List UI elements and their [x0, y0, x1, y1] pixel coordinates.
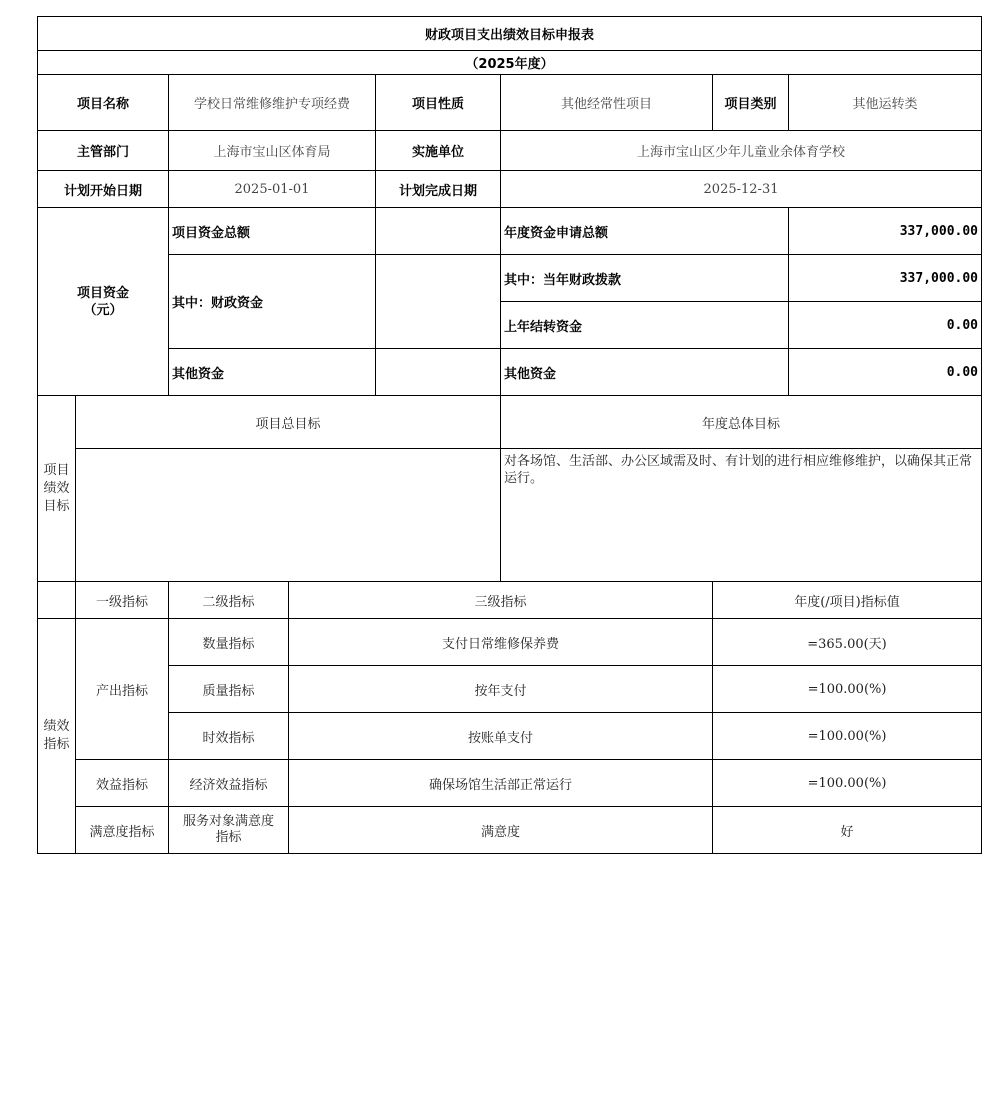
other-funds-value [376, 349, 501, 396]
fiscal-funds-value [376, 255, 501, 349]
current-year-fiscal-value: 337,000.00 [789, 255, 982, 302]
level3-cell: 满意度 [289, 807, 713, 854]
level2-cell: 质量指标 [169, 666, 289, 713]
project-overall-goal-text [76, 449, 501, 582]
start-date-label: 计划开始日期 [38, 171, 169, 208]
indicator-value-cell: =100.00(%) [713, 760, 982, 807]
level3-cell: 支付日常维修保养费 [289, 619, 713, 666]
indicator-header-blank [38, 582, 76, 619]
carryover-value: 0.00 [789, 302, 982, 349]
project-nature-label: 项目性质 [376, 75, 501, 131]
annual-overall-goal-text: 对各场馆、生活部、办公区域需及时、有计划的进行相应维修维护，以确保其正常运行。 [501, 449, 982, 582]
annual-total-value: 337,000.00 [789, 208, 982, 255]
project-nature-value: 其他经常性项目 [501, 75, 713, 131]
other-funds-label: 其他资金 [169, 349, 376, 396]
indicator-row [38, 713, 982, 760]
project-name-label: 项目名称 [38, 75, 169, 131]
annual-overall-goal-label: 年度总体目标 [501, 396, 982, 449]
start-date-value: 2025-01-01 [169, 171, 376, 208]
carryover-label: 上年结转资金 [501, 302, 789, 349]
indicator-value-cell: =100.00(%) [713, 666, 982, 713]
level3-cell: 按账单支付 [289, 713, 713, 760]
total-funds-value [376, 208, 501, 255]
fiscal-year: （2025年度） [38, 51, 982, 75]
total-funds-label: 项目资金总额 [169, 208, 376, 255]
project-funds-label: 项目资金 （元） [38, 208, 169, 396]
fiscal-funds-label: 其中：财政资金 [169, 255, 376, 349]
annual-other-label: 其他资金 [501, 349, 789, 396]
level2-header: 二级指标 [169, 582, 289, 619]
level1-cell: 效益指标 [76, 760, 169, 807]
level3-header: 三级指标 [289, 582, 713, 619]
indicator-value-cell: 好 [713, 807, 982, 854]
page-title: 财政项目支出绩效目标申报表 [38, 17, 982, 51]
level1-header: 一级指标 [76, 582, 169, 619]
indicator-value-cell: =100.00(%) [713, 713, 982, 760]
level2-cell: 时效指标 [169, 713, 289, 760]
performance-goal-table [37, 16, 982, 854]
indicator-row [38, 619, 982, 666]
perf-indicators-label: 绩效 指标 [38, 619, 76, 854]
current-year-fiscal-label: 其中：当年财政拨款 [501, 255, 789, 302]
annual-total-label: 年度资金申请总额 [501, 208, 789, 255]
level1-cell: 产出指标 [76, 619, 169, 760]
level1-cell: 满意度指标 [76, 807, 169, 854]
level2-cell: 服务对象满意度 指标 [169, 807, 289, 854]
dept-value: 上海市宝山区体育局 [169, 131, 376, 171]
level2-cell: 经济效益指标 [169, 760, 289, 807]
project-category-label: 项目类别 [713, 75, 789, 131]
indicator-row [38, 807, 982, 854]
indicator-row [38, 666, 982, 713]
level2-cell: 数量指标 [169, 619, 289, 666]
unit-label: 实施单位 [376, 131, 501, 171]
dept-label: 主管部门 [38, 131, 169, 171]
unit-value: 上海市宝山区少年儿童业余体育学校 [501, 131, 982, 171]
project-overall-goal-label: 项目总目标 [76, 396, 501, 449]
indicator-value-cell: =365.00(天) [713, 619, 982, 666]
project-name-value: 学校日常维修维护专项经费 [169, 75, 376, 131]
end-date-label: 计划完成日期 [376, 171, 501, 208]
project-category-value: 其他运转类 [789, 75, 982, 131]
annual-other-value: 0.00 [789, 349, 982, 396]
perf-goal-label: 项目 绩效 目标 [38, 396, 76, 582]
level3-cell: 确保场馆生活部正常运行 [289, 760, 713, 807]
indicator-value-header: 年度(/项目)指标值 [713, 582, 982, 619]
indicator-row [38, 760, 982, 807]
level3-cell: 按年支付 [289, 666, 713, 713]
end-date-value: 2025-12-31 [501, 171, 982, 208]
